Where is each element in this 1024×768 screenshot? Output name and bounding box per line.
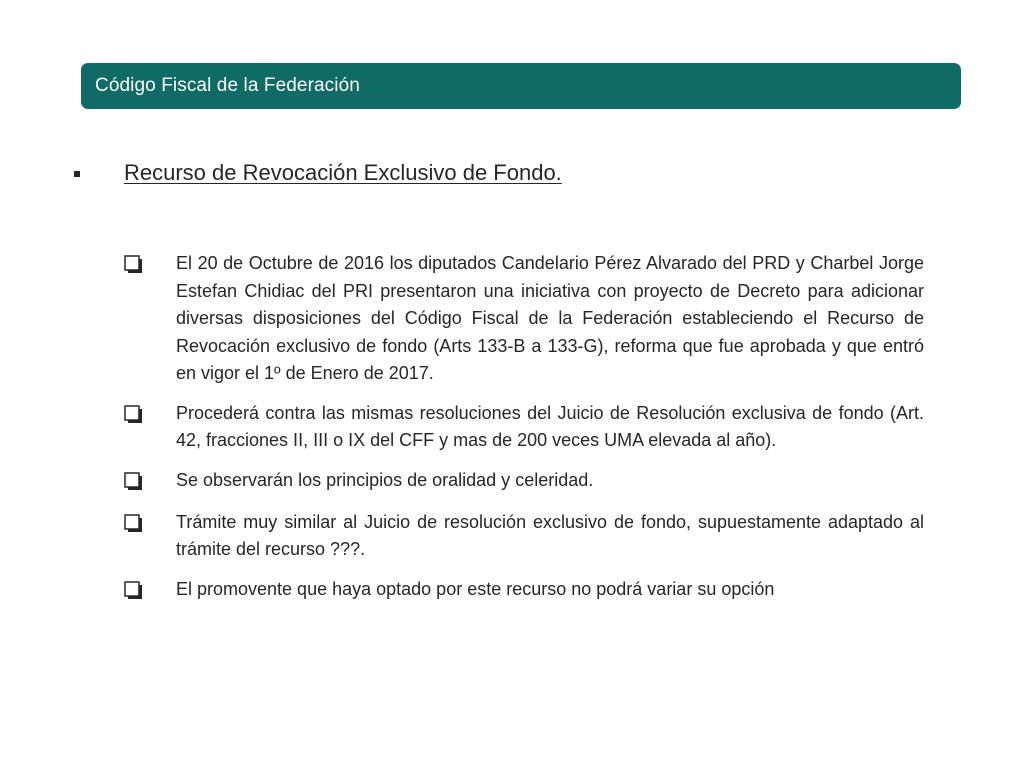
checkbox-icon [124, 467, 176, 497]
checkbox-icon [124, 250, 176, 280]
checkbox-icon [124, 576, 176, 606]
bullet-list [124, 250, 924, 618]
list-item [124, 250, 924, 388]
checkbox-icon [124, 509, 176, 539]
list-item [124, 400, 924, 455]
list-item [124, 576, 924, 606]
list-item [124, 467, 924, 497]
bullet-text: Trámite muy similar al Juicio de resolución exclusivo de fondo, supuestamente adaptado al trámite del recurso ???. [176, 511, 924, 559]
bullet-text: Se observarán los principios de oralidad y celeridad. [176, 469, 594, 490]
section-heading: Recurso de Revocación Exclusivo de Fondo. [124, 160, 562, 185]
page-title: Código Fiscal de la Federación [95, 75, 360, 96]
list-item [124, 509, 924, 564]
bullet-text: Procederá contra las mismas resoluciones del Juicio de Resolución exclusiva de fondo (Art. 42, fracciones II, III o IX del CFF y mas de 200 veces UMA elevada al año). [176, 402, 924, 450]
bullet-text: El promovente que haya optado por este recurso no podrá variar su opción [176, 578, 775, 599]
bullet-text: El 20 de Octubre de 2016 los diputados Candelario Pérez Alvarado del PRD y Charbel Jorge Estefan Chidiac del PRI presentaron una iniciativa con proyecto de Decreto para adicionar diversas disposiciones del Código Fiscal de la Federación estableciendo el Recurso de Revocación exclusivo de fondo (Arts 133-B a 133-G), reforma que fue aprobada y que entró en vigor el 1º de Enero de 2017. [176, 253, 924, 383]
section-heading-row [74, 160, 562, 186]
checkbox-icon [124, 400, 176, 430]
square-bullet-icon [74, 171, 80, 177]
header-bar [81, 63, 961, 109]
